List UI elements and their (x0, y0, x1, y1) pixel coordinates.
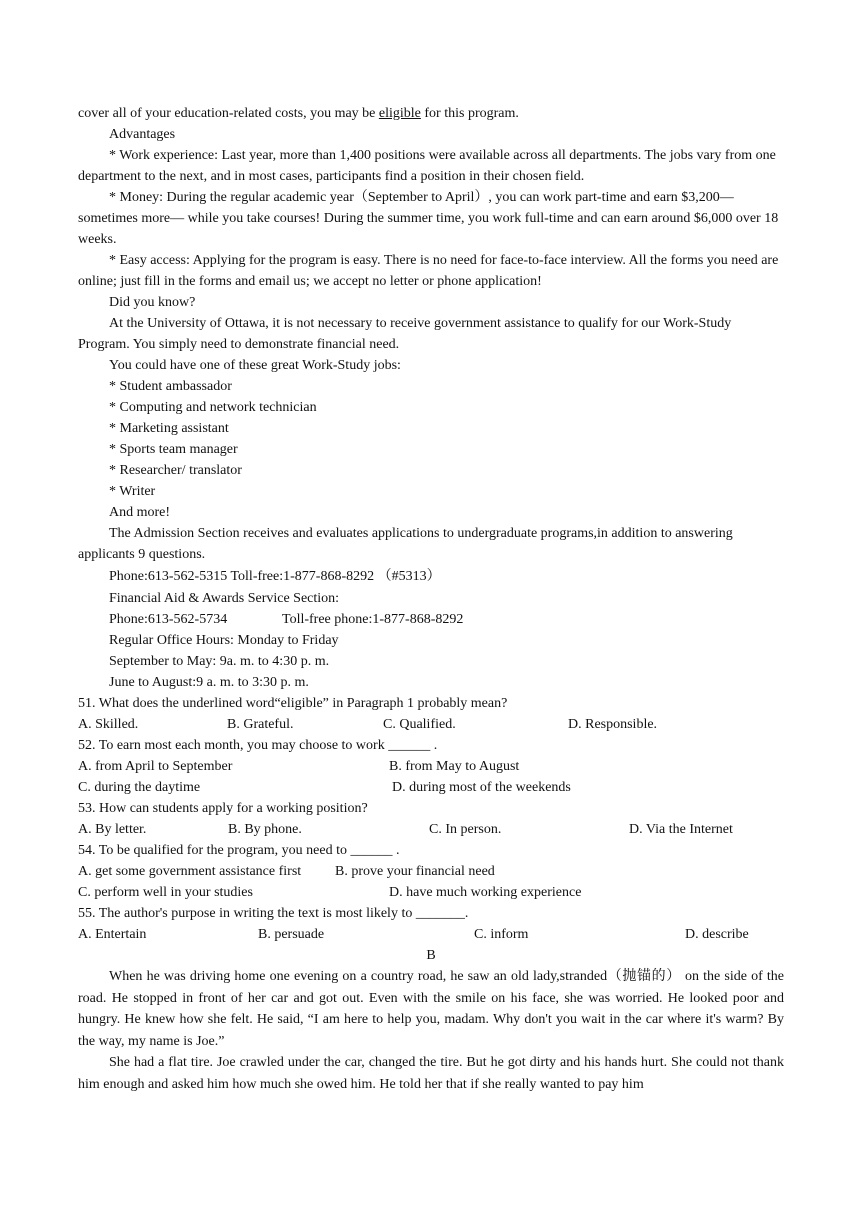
option-d: D. have much working experience (389, 885, 582, 900)
page-content (78, 103, 784, 1095)
question-54-options-row-2 (78, 882, 784, 903)
option-c: C. inform (474, 927, 529, 942)
question-54: 54. To be qualified for the program, you need to ______ . (78, 843, 400, 858)
option-b: B. persuade (258, 927, 325, 942)
phone-2: Phone:613-562-5734 (109, 612, 228, 627)
question-52-options-row-1 (78, 756, 784, 777)
passage-b-paragraph-1: When he was driving home one evening on a country road, he saw an old lady,stranded（抛锚的） on the side of the road. He stopped in front of her car and got out. Even with the smile on his face, she was worried. He looked poor and hungry. He knew how she felt. He said, “I am here to help you, madam. Why don't you wait in the car where it's warm? By the way, my name is Joe.” (78, 969, 784, 1049)
job-item: * Writer (109, 484, 156, 499)
option-b: B. prove your financial need (335, 864, 495, 879)
question-55-options (78, 924, 784, 945)
advantages-heading: Advantages (109, 127, 176, 142)
question-55: 55. The author's purpose in writing the text is most likely to _______. (78, 906, 469, 921)
ottawa-paragraph: At the University of Ottawa, it is not necessary to receive government assistance to qualify for our Work-Study Program. You simply need to demonstrate financial need. (78, 316, 732, 352)
admission-paragraph: The Admission Section receives and evaluates applications to undergraduate programs,in addition to answering applicants 9 questions. (78, 526, 733, 562)
question-53-options (78, 819, 784, 840)
option-b: B. from May to August (389, 759, 520, 774)
option-a: A. from April to September (78, 759, 233, 774)
did-you-know-heading: Did you know? (109, 295, 196, 310)
option-c: C. during the daytime (78, 780, 201, 795)
intro-text-start: cover all of your education-related costs, you may be (78, 106, 379, 121)
section-b-heading: B (426, 948, 436, 963)
option-b: B. Grateful. (227, 717, 294, 732)
phone-line-1: Phone:613-562-5315 Toll-free:1-877-868-8292 （#5313） (109, 569, 441, 584)
work-experience-paragraph: * Work experience: Last year, more than 1,400 positions were available across all departments. The jobs vary from one department to the next, and in most cases, participants find a position in their chosen field. (78, 148, 776, 184)
tollfree-2: Toll-free phone:1-877-868-8292 (282, 612, 464, 627)
option-a: A. get some government assistance first (78, 864, 302, 879)
question-51-options (78, 714, 784, 735)
and-more: And more! (109, 505, 171, 520)
option-a: A. Entertain (78, 927, 147, 942)
option-d: D. Responsible. (568, 717, 658, 732)
job-item: * Student ambassador (109, 379, 232, 394)
job-item: * Marketing assistant (109, 421, 229, 436)
question-51: 51. What does the underlined word“eligible” in Paragraph 1 probably mean? (78, 696, 508, 711)
easy-access-paragraph: * Easy access: Applying for the program is easy. There is no need for face-to-face interview. All the forms you need are online; just fill in the forms and email us; we accept no letter or phone application! (78, 253, 779, 289)
jobs-intro: You could have one of these great Work-Study jobs: (109, 358, 401, 373)
job-item: * Computing and network technician (109, 400, 317, 415)
underlined-word-eligible: eligible (378, 106, 421, 121)
question-52-options-row-2 (78, 777, 784, 798)
option-c: C. Qualified. (383, 717, 456, 732)
option-d: D. during most of the weekends (392, 780, 571, 795)
option-a: A. Skilled. (78, 717, 139, 732)
option-d: D. Via the Internet (629, 822, 733, 837)
hours-june-aug: June to August:9 a. m. to 3:30 p. m. (109, 675, 309, 690)
question-52: 52. To earn most each month, you may choose to work ______ . (78, 738, 438, 753)
job-item: * Sports team manager (109, 442, 238, 457)
job-item: * Researcher/ translator (109, 463, 242, 478)
hours-sept-may: September to May: 9a. m. to 4:30 p. m. (109, 654, 330, 669)
option-c: C. In person. (429, 822, 502, 837)
office-hours: Regular Office Hours: Monday to Friday (109, 633, 339, 648)
passage-a-intro-fragment (78, 103, 784, 124)
option-b: B. By phone. (228, 822, 302, 837)
phone-line-2 (78, 609, 784, 630)
money-paragraph: * Money: During the regular academic year（September to April）, you can work part-time and earn $3,200—sometimes more— while you take courses! During the summer time, you work full-time and can earn around $6,000 over 18 weeks. (78, 190, 779, 247)
passage-b-paragraph-2: She had a flat tire. Joe crawled under the car, changed the tire. But he got dirty and his hands hurt. She could not thank him enough and asked him how much she owed him. He told her that if she really wanted to pay him (78, 1055, 784, 1092)
intro-text-end: for this program. (420, 106, 519, 121)
option-d: D. describe (685, 927, 749, 942)
question-54-options-row-1 (78, 861, 784, 882)
financial-aid-heading: Financial Aid & Awards Service Section: (109, 591, 340, 606)
question-53: 53. How can students apply for a working position? (78, 801, 368, 816)
option-a: A. By letter. (78, 822, 147, 837)
option-c: C. perform well in your studies (78, 885, 253, 900)
